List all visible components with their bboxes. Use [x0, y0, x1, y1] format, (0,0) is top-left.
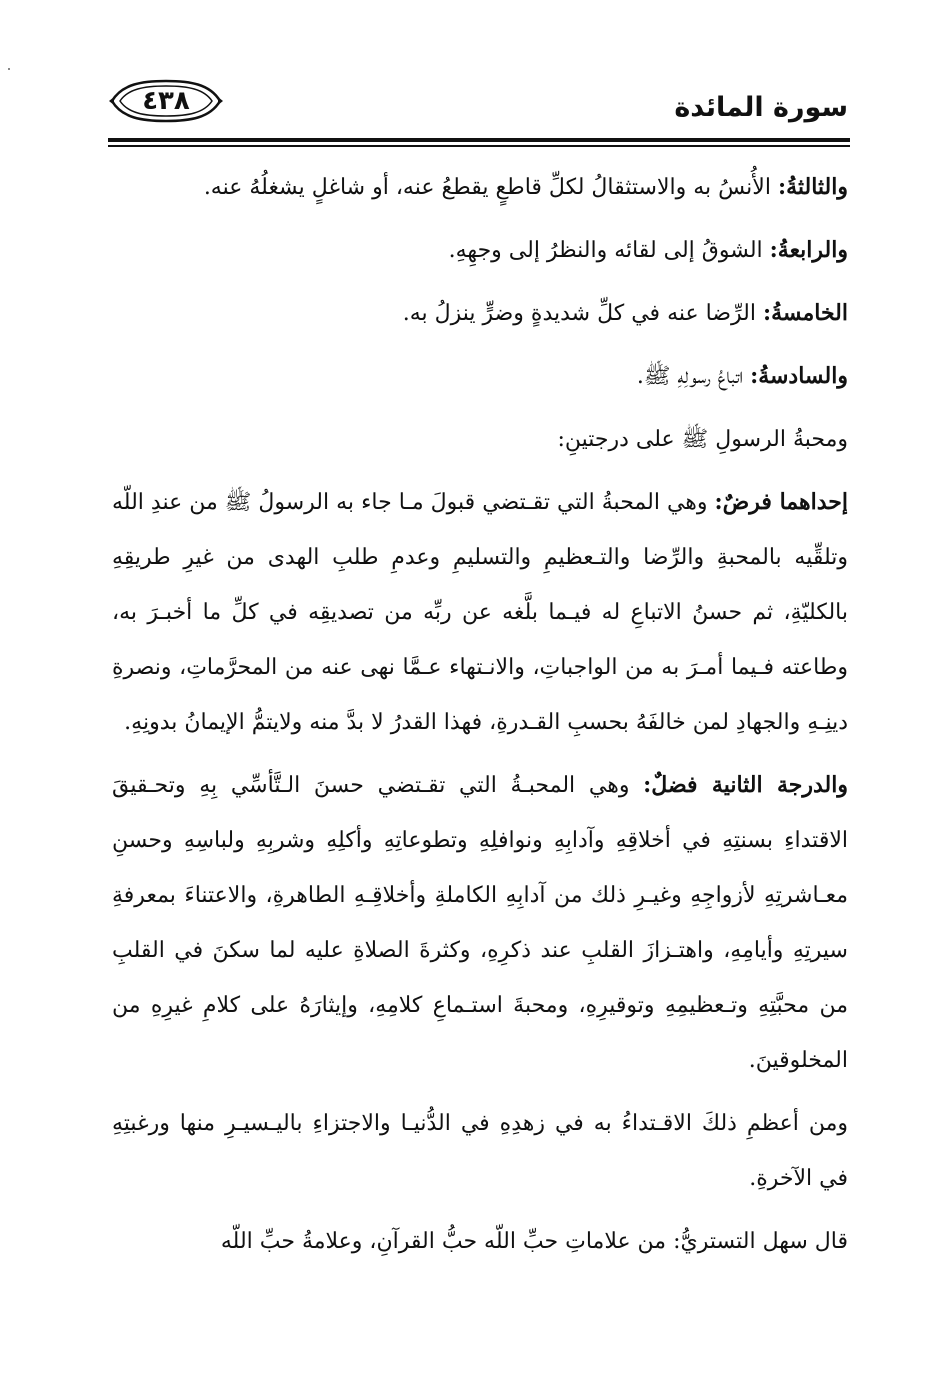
page-number: ٤٣٨ [142, 86, 190, 116]
paragraph-label: والرابعةُ: [769, 237, 848, 263]
paragraph-second-degree [112, 758, 848, 1088]
paragraph-text: وهي المحبةُ التي تقـتضي قبولَ مـا جاء به الرسولُ ﷺ من عندِ اللّه وتلقِّيه بالمحبةِ والرِّضا والتـعظيمِ والتسليمِ وعدمِ طلبِ الهدى من غيرِ طريقِهِ بالكليّةِ، ثم حسنُ الاتباعِ له فيـما بلَّغه عن ربِّه من تصديقِه في كلِّ ما أخبـرَ به، وطاعته فـيما أمـرَ به من الواجباتِ، والانـتهاء عـمَّا نهى عنه من المحرَّماتِ، ونصرةِ دينِـهِ والجهادِ لمن خالفَهُ بحسبِ القـدرةِ، فهذا القدرُ لا بدَّ منه ولايتمُّ الإيمانُ بدونِهِ. [112, 490, 848, 735]
paragraph-two-degrees [112, 412, 848, 467]
paragraph-text: الشوقُ إلى لقائه والنظرُ إلى وجهِهِ. [448, 238, 770, 263]
paragraph-text: اتباعُ رسولِهِ ﷺ. [636, 364, 751, 389]
paragraph-label: والثالثةُ: [777, 174, 848, 200]
paragraph-label: إحداهما فرضٌ: [714, 489, 848, 515]
paragraph-zuhd [112, 1096, 848, 1206]
page-number-badge [108, 78, 224, 124]
paragraph-first-degree [112, 475, 848, 750]
paragraph-text: وهي المحبـةُ التي تقـتضي حسنَ الـتَّأسِّي بِهِ وتحـقيقَ الاقتداءِ بسنتِهِ في أخلاقِهِ وآدابِهِ ونوافلِهِ وتطوعاتِهِ وأكلِهِ وشربِهِ ولباسِهِ وحسنِ معـاشرتِهِ لأزواجِهِ وغيـرِ ذلك من آدابِهِ الكاملةِ وأخلاقِـهِ الطاهرةِ، والاعتناءَ بمعرفةِ سيرتِهِ وأيامِهِ، واهتـزازَ القلبِ عند ذكرِهِ، وكثرةَ الصلاةِ عليه لما سكنَ في القلبِ من محبَّتِهِ وتـعظيمِهِ وتوقيرِهِ، ومحبةَ استـماعِ كلامِهِ، وإيثارَهُ على كلامِ غيرِهِ من المخلوقينَ. [112, 773, 848, 1073]
paragraph-third [112, 160, 848, 215]
header-rule-thin [108, 145, 850, 147]
paragraph-tustari-quote [112, 1214, 848, 1269]
header-rule-thick [108, 138, 850, 142]
paragraph-sixth [112, 349, 848, 404]
paragraph-text: ومن أعظمِ ذلكَ الاقـتداءُ به في زهدِهِ في الدُّنيـا والاجتزاءِ باليـسيـرِ منها ورغبتِهِ في الآخرةِ. [112, 1111, 848, 1191]
paragraph-label: والسادسةُ: [750, 363, 848, 389]
paragraph-label: الخامسةُ: [762, 300, 848, 326]
surah-title: سورة المائدة [674, 92, 848, 123]
paragraph-fifth [112, 286, 848, 341]
paragraph-label: والدرجة الثانية فضلٌ: [643, 772, 848, 798]
paragraph-text: قال سهل التستريُّ: من علاماتِ حبِّ اللّه حبُّ القرآنِ، وعلامةُ حبِّ اللّه [220, 1229, 848, 1254]
scan-speck [8, 68, 10, 70]
page-body [112, 160, 848, 1277]
paragraph-text: الأُنسُ به والاستثقالُ لكلِّ قاطعٍ يقطعُ عنه، أو شاغلٍ يشغلُهُ عنه. [203, 175, 778, 200]
paragraph-fourth [112, 223, 848, 278]
paragraph-text: ومحبةُ الرسولِ ﷺ على درجتينِ: [557, 427, 848, 452]
paragraph-text: الرِّضا عنه في كلِّ شديدةٍ وضرٍّ ينزلُ به. [402, 301, 763, 326]
page-header [108, 78, 848, 140]
